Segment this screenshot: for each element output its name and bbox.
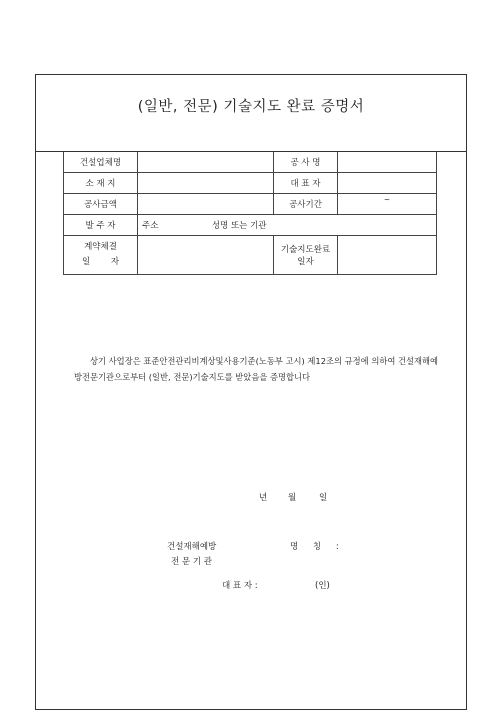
table-row [64, 152, 437, 173]
amount-label: 공사금액 [64, 194, 138, 215]
location-label: 소 재 지 [64, 173, 138, 194]
org-label-line2: 전 문 기 관 [171, 557, 212, 567]
date-month: 월 [288, 493, 297, 503]
info-table [63, 152, 437, 275]
org-label-line1: 건설재해예방 [167, 542, 217, 552]
contractor-field[interactable] [138, 152, 274, 173]
client-address-label: 주소 [142, 221, 159, 231]
table-row [64, 236, 437, 275]
date-year: 년 [259, 493, 268, 503]
client-name-label: 성명 또는 기관 [211, 221, 267, 231]
contractor-label: 건설업체명 [64, 152, 138, 173]
contract-date-label [64, 236, 138, 275]
amount-field[interactable] [138, 194, 274, 215]
org-name-label: 명 칭 : [290, 542, 339, 552]
table-row [64, 215, 437, 236]
org-rep-label: 대 표 자 : [222, 581, 258, 591]
document-title: (일반, 전문) 기술지도 완료 증명서 [137, 99, 365, 115]
completion-date-field[interactable] [338, 236, 437, 275]
period-label: 공사기간 [274, 194, 338, 215]
representative-field[interactable] [338, 173, 437, 194]
representative-label: 대 표 자 [274, 173, 338, 194]
client-label: 발 주 자 [64, 215, 138, 236]
completion-date-label: 기술지도완료일자 [274, 236, 338, 275]
certification-statement: 상기 사업장은 표준안전관리비계상및사용기준(노동부 고시) 제12조의 규정에 의하여 건설재해예방전문기관으로부터 (일반, 전문)기술지도를 받았음을 증명합니다 [74, 356, 439, 382]
contract-date-label-line2: 일 자 [81, 257, 120, 267]
table-row [64, 194, 437, 215]
contract-date-field[interactable] [138, 236, 274, 275]
period-field[interactable] [338, 194, 437, 215]
client-field[interactable] [138, 215, 437, 236]
certificate-frame [35, 74, 467, 710]
project-name-label: 공 사 명 [274, 152, 338, 173]
project-name-field[interactable] [338, 152, 437, 173]
date-day: 일 [319, 493, 328, 503]
seal-mark: (인) [315, 581, 330, 591]
table-row [64, 173, 437, 194]
contract-date-label-line1: 계약체결 [84, 242, 117, 252]
period-tilde: ~ [383, 194, 391, 204]
location-field[interactable] [138, 173, 274, 194]
